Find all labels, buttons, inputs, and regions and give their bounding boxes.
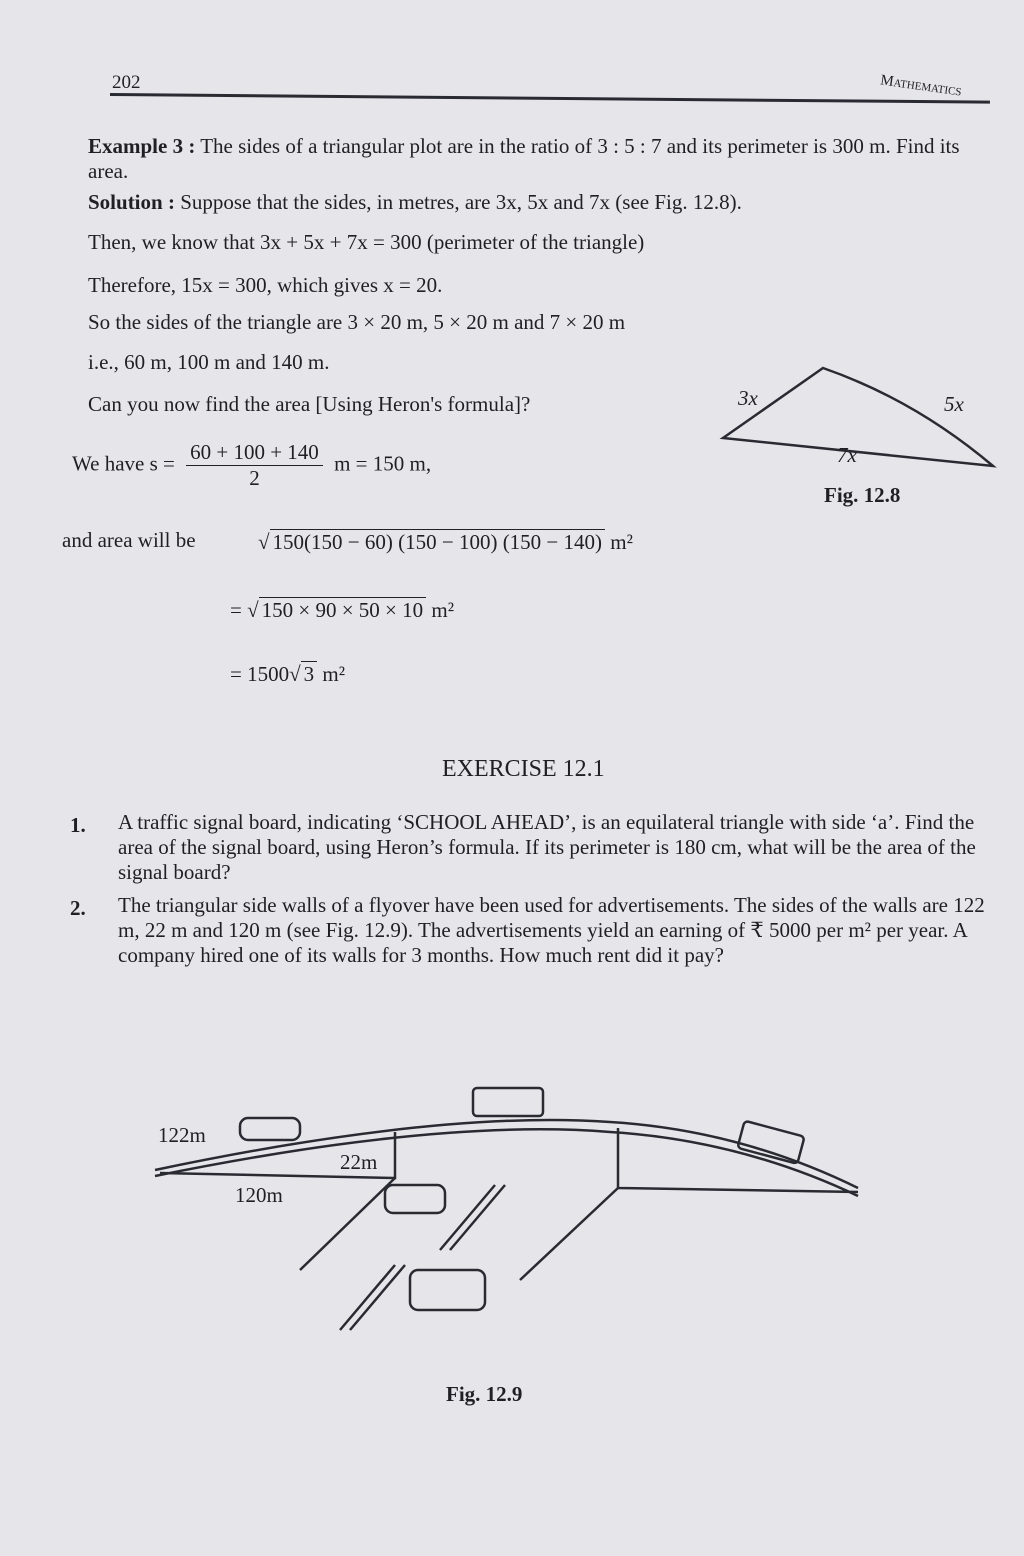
radicand-2: 150 × 90 × 50 × 10 <box>259 597 427 622</box>
fig-12-9-label-22m: 22m <box>340 1150 378 1174</box>
equals: = <box>230 662 242 686</box>
running-title: Mathematics <box>879 72 963 100</box>
example-statement <box>88 134 998 184</box>
area-line-2: = √ 150 × 90 × 50 × 10 m² <box>230 598 455 622</box>
s-numerator: 60 + 100 + 140 <box>186 440 323 466</box>
semi-perimeter-equation <box>72 440 431 491</box>
radicand-1: 150(150 − 60) (150 − 100) (150 − 140) <box>270 529 606 554</box>
fig-12-8-side-5x: 5x <box>944 392 964 416</box>
s-suffix: m = 150 m, <box>334 451 432 476</box>
fig-12-8-caption: Fig. 12.8 <box>824 483 901 507</box>
right-wall-triangle <box>618 1128 858 1192</box>
area-line-3: = 1500√ 3 m² <box>230 662 346 686</box>
fig-12-9-label-120m: 120m <box>235 1183 283 1207</box>
solution-label: Solution : <box>88 190 175 214</box>
question-1-text: A traffic signal board, indicating ‘SCHOOL AHEAD’, is an equilateral triangle with side ‘a’. Find the area of the signal board, using Heron’s formula. If its perimeter is 180 cm, what will be the area of the signal board? <box>118 810 976 884</box>
lane-marking <box>440 1185 505 1250</box>
solution-line-6: Can you now find the area [Using Heron's formula]? <box>88 392 531 416</box>
bus-icon <box>473 1088 543 1116</box>
car-icon <box>410 1270 485 1310</box>
example-text: The sides of a triangular plot are in the ratio of 3 : 5 : 7 and its perimeter is 300 m. Find its area. <box>88 134 960 183</box>
coefficient: 1500 <box>247 662 290 686</box>
exercise-title: EXERCISE 12.1 <box>442 756 605 782</box>
solution-line-2: Then, we know that 3x + 5x + 7x = 300 (perimeter of the triangle) <box>88 230 645 254</box>
lane-marking <box>340 1265 405 1330</box>
example-label: Example 3 : <box>88 134 196 158</box>
question-2-text: The triangular side walls of a flyover have been used for advertisements. The sides of the walls are 122 m, 22 m and 120 m (see Fig. 12.9). The advertisements yield an earning of ₹ 5000 per m² per year. A company hired one of its walls for 3 months. How much rent did it pay? <box>118 893 985 967</box>
road-line <box>300 1178 395 1270</box>
fig-12-9-label-122m: 122m <box>158 1123 206 1147</box>
unit: m² <box>322 662 346 686</box>
area-line-1: √ 150(150 − 60) (150 − 100) (150 − 140) m² <box>258 530 633 554</box>
unit: m² <box>431 598 455 622</box>
solution-text: Suppose that the sides, in metres, are 3x, 5x and 7x (see Fig. 12.8). <box>180 190 742 214</box>
solution-line-3: Therefore, 15x = 300, which gives x = 20. <box>88 273 443 297</box>
question-1-number: 1. <box>70 813 86 837</box>
equals: = <box>230 598 242 622</box>
s-denominator: 2 <box>249 466 260 490</box>
solution-line-5: i.e., 60 m, 100 m and 140 m. <box>88 350 330 374</box>
triangle-shape <box>723 368 993 466</box>
radicand-3: 3 <box>301 661 318 686</box>
solution-line-4: So the sides of the triangle are 3 × 20 m, 5 × 20 m and 7 × 20 m <box>88 310 626 334</box>
road-line <box>520 1188 618 1280</box>
unit: m² <box>610 530 633 554</box>
bus-icon <box>737 1121 804 1164</box>
fig-12-8-side-7x: 7x <box>837 443 857 467</box>
solution-line-1 <box>88 190 742 215</box>
fig-12-9-caption: Fig. 12.9 <box>446 1382 523 1406</box>
car-icon <box>240 1118 300 1140</box>
area-prefix: and area will be <box>62 528 196 552</box>
car-icon <box>385 1185 445 1213</box>
question-2-number: 2. <box>70 896 86 920</box>
page-number: 202 <box>112 72 141 93</box>
fig-12-8-side-3x: 3x <box>738 386 758 410</box>
s-prefix: We have s = <box>72 451 175 476</box>
header-rule <box>110 93 990 104</box>
s-fraction <box>186 440 323 491</box>
